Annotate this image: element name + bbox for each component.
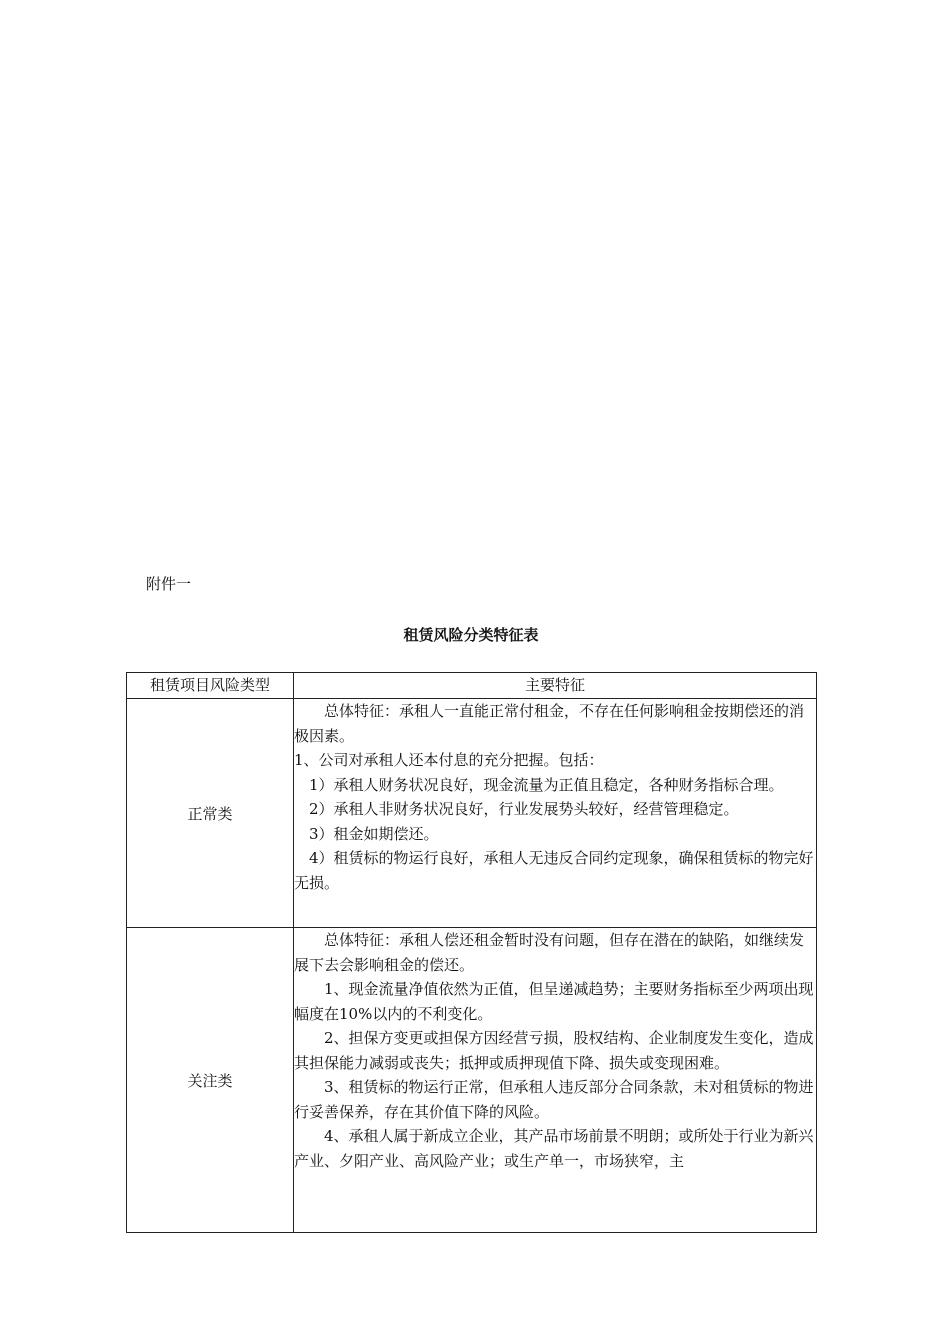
category-watch: 关注类 xyxy=(127,928,294,1233)
feature-paragraph: 4、承租人属于新成立企业，其产品市场前景不明朗；或所处于行业为新兴产业、夕阳产业、高风险产业；或生产单一，市场狭窄，主 xyxy=(294,1127,814,1170)
feature-paragraph: 3、租赁标的物运行正常，但承租人违反部分合同条款，未对租赁标的物进行妥善保养，存在其价值下降的风险。 xyxy=(294,1078,814,1121)
table-row xyxy=(127,928,817,1233)
header-risk-type: 租赁项目风险类型 xyxy=(127,673,294,699)
feature-paragraph: 总体特征：承租人偿还租金暂时没有问题，但存在潜在的缺陷，如继续发展下去会影响租金的偿还。 xyxy=(294,931,805,974)
feature-paragraph: 1、公司对承租人还本付息的充分把握。包括： xyxy=(294,751,604,769)
feature-paragraph: 3）租金如期偿还。 xyxy=(309,824,439,843)
feature-paragraph: 2、担保方变更或担保方因经营亏损，股权结构、企业制度发生变化，造成其担保能力减弱或丧失；抵押或质押现值下降、损失或变现困难。 xyxy=(294,1029,814,1072)
features-watch xyxy=(294,928,817,1233)
table-row xyxy=(127,699,817,928)
category-normal: 正常类 xyxy=(127,699,294,928)
header-main-features: 主要特征 xyxy=(294,673,817,699)
risk-classification-table xyxy=(126,672,817,1233)
feature-paragraph: 1）承租人财务状况良好，现金流量为正值且稳定，各种财务指标合理。 xyxy=(309,775,784,794)
feature-paragraph: 总体特征：承租人一直能正常付租金，不存在任何影响租金按期偿还的消极因素。 xyxy=(294,702,805,745)
feature-paragraph: 4）租赁标的物运行良好，承租人无违反合同约定现象，确保租赁标的物完好无损。 xyxy=(294,849,814,892)
features-normal xyxy=(294,699,817,928)
table-header-row xyxy=(127,673,817,699)
annex-label: 附件一 xyxy=(146,575,192,593)
feature-paragraph: 2）承租人非财务状况良好，行业发展势头较好，经营管理稳定。 xyxy=(309,800,739,818)
table-title: 租赁风险分类特征表 xyxy=(403,626,539,644)
feature-paragraph: 1、现金流量净值依然为正值，但呈递减趋势；主要财务指标至少两项出现幅度在10%以内的不利变化。 xyxy=(294,980,814,1023)
